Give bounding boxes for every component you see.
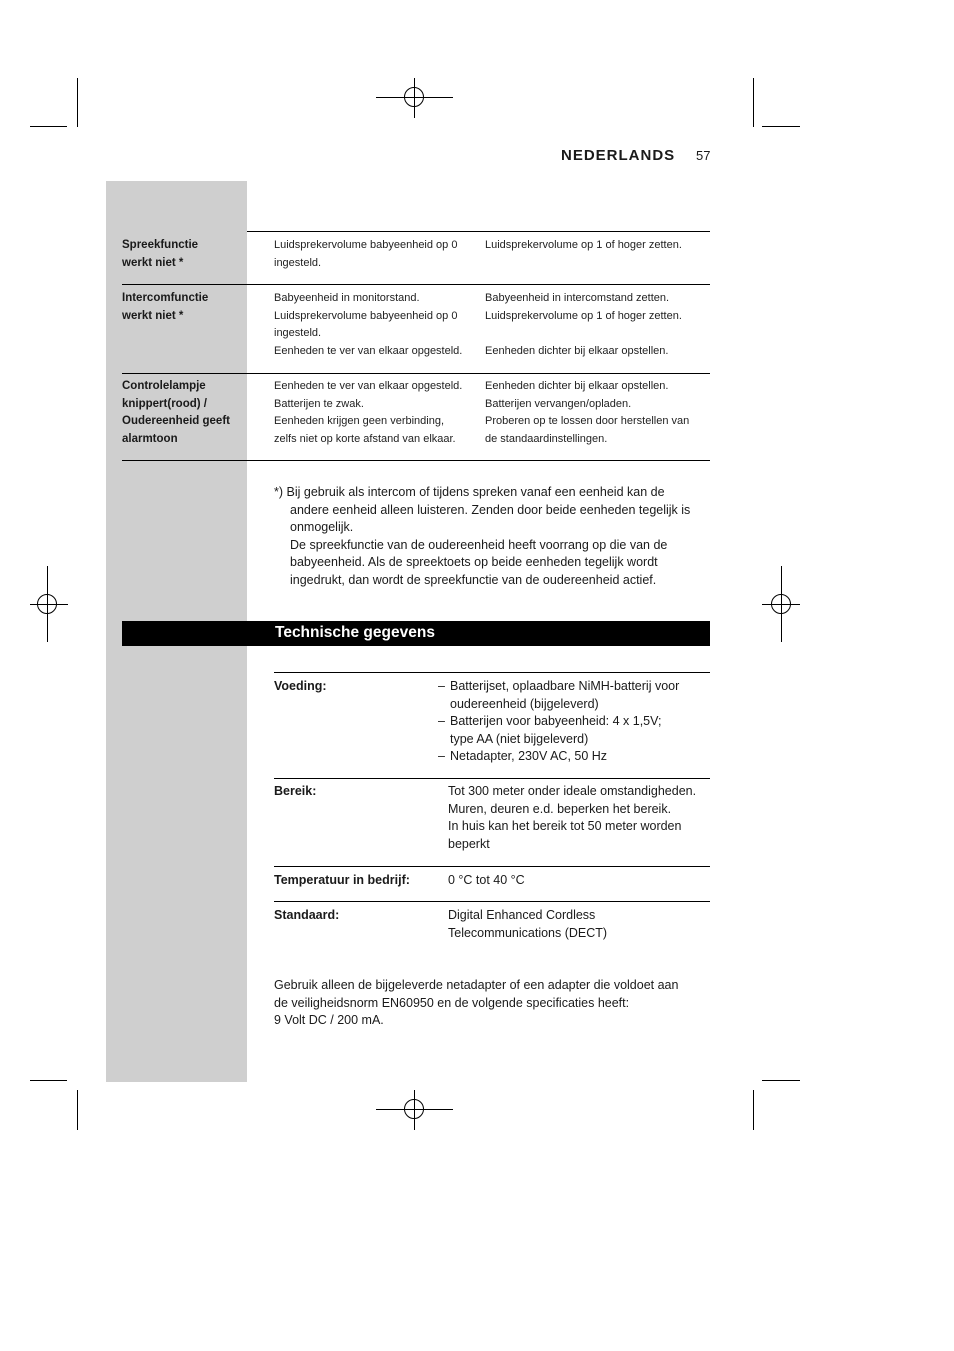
spec-label-standaard: Standaard:	[274, 908, 340, 922]
spec-value-voeding: – Batterijset, oplaadbare NiMH-batterij voor oudereenheid (bijgeleverd) – Batterijen voor babyeenheid: 4 x 1,5V; type AA (niet bijgeleverd) – Netadapter, 230V AC, 50 Hz	[438, 679, 680, 763]
problem-cell: Controlelampje knippert(rood) / Oudereenheid geeft alarmtoon	[122, 380, 230, 445]
footnote-marker: *)	[274, 485, 284, 499]
spec-label-bereik: Bereik:	[274, 784, 317, 798]
solution-cell: Babyeenheid in intercomstand zetten. Luidsprekervolume op 1 of hoger zetten. Eenheden dichter bij elkaar opstellen.	[485, 292, 682, 357]
spec-value-temperatuur: 0 °C tot 40 °C	[448, 873, 525, 887]
spec-value-standaard: Digital Enhanced Cordless Telecommunications (DECT)	[448, 908, 608, 940]
spec-value-bereik: Tot 300 meter onder ideale omstandigheden. Muren, deuren e.d. beperken het bereik. In huis kan het bereik tot 50 meter worden beperkt	[448, 784, 697, 851]
language-heading: NEDERLANDS	[561, 147, 676, 164]
problem-cell: Spreekfunctie werkt niet *	[122, 239, 199, 269]
adapter-note: Gebruik alleen de bijgeleverde netadapter of een adapter die voldoet aan de veiligheidsnorm EN60950 en de volgende specificaties heeft: 9 Volt DC / 200 mA.	[274, 978, 679, 1028]
spec-label-voeding: Voeding:	[274, 679, 327, 693]
footnote: *) Bij gebruik als intercom of tijdens spreken vanaf een eenheid kan de andere eenheid alleen luisteren. Zenden door beide eenheden tegelijk is onmogelijk. De spreekfunctie van de oudereenheid heeft voorrang op die van de babyeenheid. Als de spreektoets op beide eenheden tegelijk wordt ingedrukt, dan wordt de spreekfunctie van de oudereenheid actief.	[274, 485, 691, 587]
page-number: 57	[696, 148, 711, 163]
section-title: Technische gegevens	[275, 624, 435, 641]
solution-cell: Luidsprekervolume op 1 of hoger zetten.	[485, 239, 682, 251]
solution-cell: Eenheden dichter bij elkaar opstellen. Batterijen vervangen/opladen. Proberen op te lossen door herstellen van de standaardinstellingen.	[485, 380, 690, 445]
cause-cell: Babyeenheid in monitorstand. Luidsprekervolume babyeenheid op 0 ingesteld. Eenheden te ver van elkaar opgesteld.	[274, 292, 463, 357]
cause-cell: Luidsprekervolume babyeenheid op 0 ingesteld.	[274, 239, 458, 269]
spec-label-temperatuur: Temperatuur in bedrijf:	[274, 873, 410, 887]
problem-cell: Intercomfunctie werkt niet *	[122, 292, 209, 322]
cause-cell: Eenheden te ver van elkaar opgesteld. Batterijen te zwak. Eenheden krijgen geen verbinding, zelfs niet op korte afstand van elkaar.	[274, 380, 463, 445]
